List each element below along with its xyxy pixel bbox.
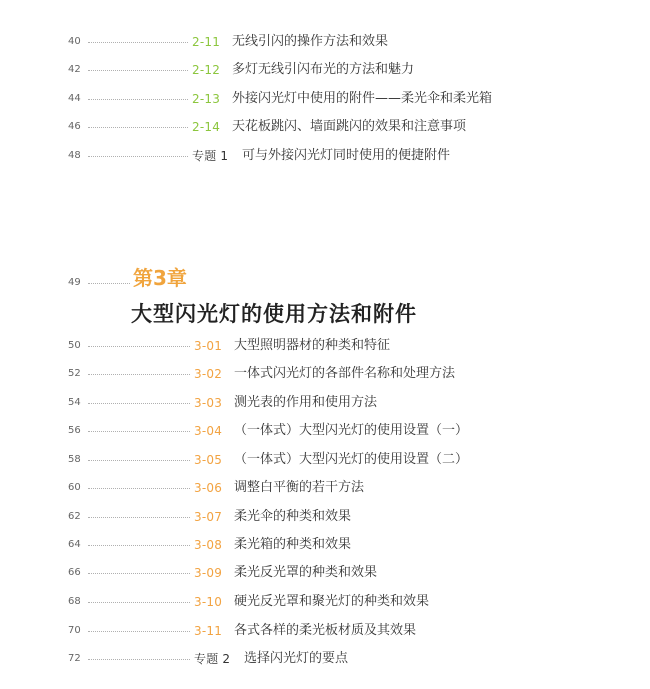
toc-entry [0,621,650,641]
entry-title: 柔光伞的种类和效果 [234,509,352,524]
section-number: 3-01 [194,339,223,353]
section-number: 3-04 [194,424,223,438]
toc-topic-entry [0,146,650,166]
leader-dots [88,431,190,432]
section-number: 3-07 [194,510,223,524]
entry-title: （一体式）大型闪光灯的使用设置（一） [234,423,469,438]
leader-dots [88,70,188,71]
leader-dots [88,631,190,632]
page-number: 58 [68,454,81,465]
page-number: 46 [68,121,81,132]
entry-title: 选择闪光灯的要点 [244,651,349,666]
entry-title: 调整白平衡的若干方法 [234,480,365,495]
toc-topic-entry [0,649,650,669]
page-number: 66 [68,567,81,578]
page-number: 68 [68,596,81,607]
leader-dots [88,403,190,404]
page-number: 60 [68,482,81,493]
entry-title: 各式各样的柔光板材质及其效果 [234,623,417,638]
toc-entry [0,421,650,441]
leader-dots [88,517,190,518]
entry-title: 硬光反光罩和聚光灯的种类和效果 [234,594,430,609]
chapter-label: 第3章 [133,266,187,290]
page-number: 56 [68,425,81,436]
leader-dots [88,488,190,489]
page-number: 40 [68,36,81,47]
section-number: 2-12 [192,63,221,77]
section-number: 3-08 [194,538,223,552]
leader-dots [88,659,190,660]
page-number: 54 [68,397,81,408]
toc-entry [0,32,650,52]
toc-entry [0,117,650,137]
leader-dots [88,99,188,100]
page-number: 48 [68,150,81,161]
page-number: 62 [68,511,81,522]
entry-title: 无线引闪的操作方法和效果 [232,34,389,49]
toc-entry [0,336,650,356]
section-number: 3-03 [194,396,223,410]
page-number: 42 [68,64,81,75]
toc-entry [0,535,650,555]
page-number: 52 [68,368,81,379]
section-number: 3-11 [194,624,223,638]
chapter-page-number: 49 [68,277,81,288]
topic-label: 专题 2 [194,652,231,666]
entry-title: 柔光反光罩的种类和效果 [234,565,378,580]
toc-entry [0,60,650,80]
toc-entry [0,478,650,498]
page-number: 64 [68,539,81,550]
section-number: 3-10 [194,595,223,609]
toc-entry [0,507,650,527]
section-number: 2-11 [192,35,221,49]
toc-entry [0,592,650,612]
toc-entry [0,89,650,109]
page-number: 72 [68,653,81,664]
entry-title: 外接闪光灯中使用的附件——柔光伞和柔光箱 [232,91,493,106]
entry-title: 测光表的作用和使用方法 [234,395,378,410]
toc-entry [0,364,650,384]
chapter-title: 大型闪光灯的使用方法和附件 [131,302,417,326]
leader-dots [88,127,188,128]
section-number: 3-09 [194,566,223,580]
page-number: 50 [68,340,81,351]
section-number: 3-05 [194,453,223,467]
leader-dots [88,346,190,347]
toc-entry [0,393,650,413]
page-number: 44 [68,93,81,104]
leader-dots [88,573,190,574]
entry-title: 可与外接闪光灯同时使用的便捷附件 [242,148,451,163]
entry-title: 柔光箱的种类和效果 [234,537,352,552]
section-number: 3-02 [194,367,223,381]
section-number: 2-13 [192,92,221,106]
leader-dots [88,42,188,43]
entry-title: 多灯无线引闪布光的方法和魅力 [232,62,415,77]
leader-dots [88,156,188,157]
leader-dots [88,374,190,375]
toc-entry [0,450,650,470]
entry-title: 大型照明器材的种类和特征 [234,338,391,353]
entry-title: 天花板跳闪、墙面跳闪的效果和注意事项 [232,119,467,134]
leader-dots [88,602,190,603]
section-number: 3-06 [194,481,223,495]
topic-label: 专题 1 [192,149,229,163]
entry-title: （一体式）大型闪光灯的使用设置（二） [234,452,469,467]
entry-title: 一体式闪光灯的各部件名称和处理方法 [234,366,456,381]
section-number: 2-14 [192,120,221,134]
leader-dots [88,460,190,461]
page-number: 70 [68,625,81,636]
leader-dots [88,283,130,284]
leader-dots [88,545,190,546]
toc-entry [0,563,650,583]
